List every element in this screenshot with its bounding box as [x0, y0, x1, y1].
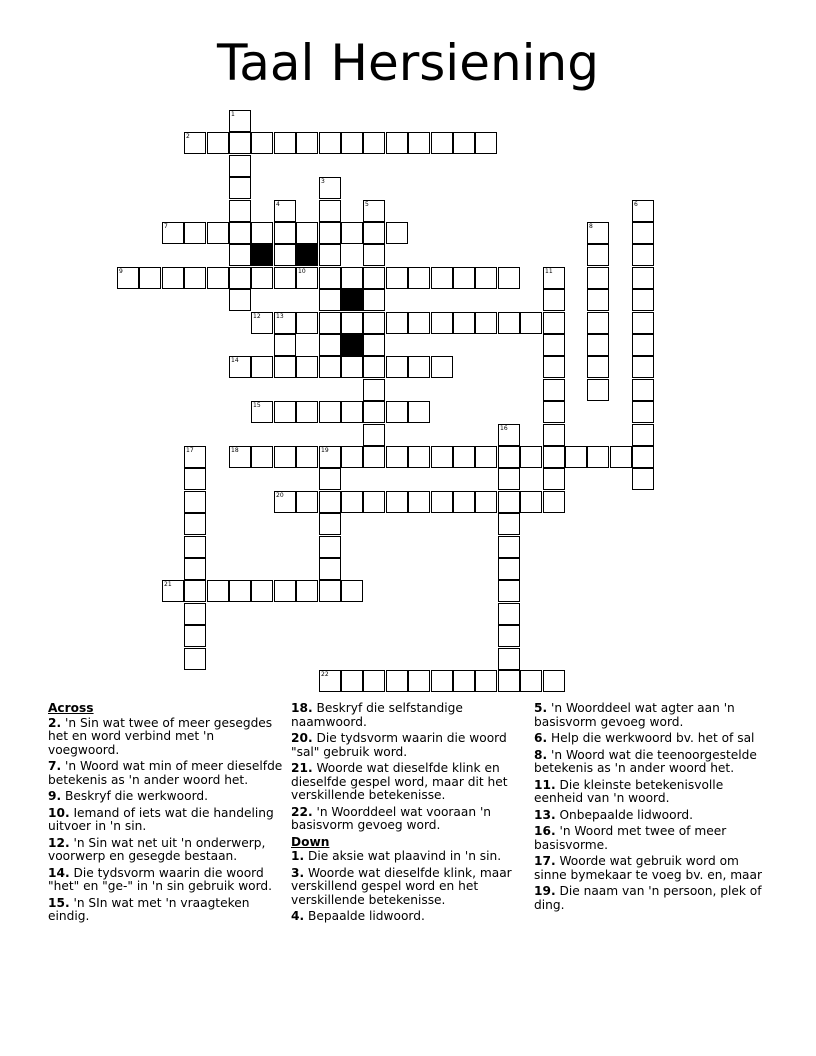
grid-cell[interactable] [408, 267, 430, 289]
grid-cell[interactable] [543, 267, 565, 289]
grid-cell[interactable] [341, 222, 363, 244]
grid-cell[interactable] [341, 580, 363, 602]
page-title: Taal Hersiening [217, 34, 599, 92]
clue-item [534, 779, 770, 806]
grid-cell[interactable] [207, 132, 229, 154]
clue-item-text: 'n Sin wat twee of meer gesegdes het en word verbind met 'n voegwoord. [48, 715, 273, 757]
grid-cell[interactable] [386, 312, 408, 334]
grid-cell[interactable] [431, 132, 453, 154]
grid-cell[interactable] [386, 132, 408, 154]
grid-cell[interactable] [207, 267, 229, 289]
grid-cell[interactable] [274, 132, 296, 154]
black-cell [341, 334, 363, 356]
grid-cell[interactable] [543, 446, 565, 468]
clue-item [534, 809, 770, 823]
grid-cell[interactable] [363, 289, 385, 311]
clue-item [48, 867, 284, 894]
clue-column-1 [48, 702, 284, 927]
grid-cell[interactable] [139, 267, 161, 289]
section-heading-down: Down [291, 834, 330, 849]
grid-cell[interactable] [229, 580, 251, 602]
grid-cell[interactable] [319, 289, 341, 311]
grid-cell[interactable] [251, 356, 273, 378]
clue-item-number: 9. [48, 789, 62, 803]
grid-cell[interactable] [431, 356, 453, 378]
grid-cell[interactable] [162, 267, 184, 289]
grid-cell[interactable] [408, 446, 430, 468]
grid-cell[interactable] [229, 177, 251, 199]
clue-number: 7 [164, 223, 168, 230]
clue-item-text: Die naam van 'n persoon, plek of ding. [534, 884, 762, 912]
grid-cell[interactable] [274, 491, 296, 513]
grid-cell[interactable] [453, 670, 475, 692]
black-cell [251, 244, 273, 266]
grid-cell[interactable] [543, 356, 565, 378]
clue-item-text: 'n SIn wat met 'n vraagteken eindig. [48, 895, 250, 923]
grid-cell[interactable] [408, 491, 430, 513]
grid-cell[interactable] [296, 267, 318, 289]
grid-cell[interactable] [498, 625, 520, 647]
grid-cell[interactable] [319, 267, 341, 289]
clue-item-number: 22. [291, 804, 313, 819]
grid-cell[interactable] [229, 267, 251, 289]
grid-cell[interactable] [184, 558, 206, 580]
section-heading-across: Across [48, 701, 94, 715]
grid-cell[interactable] [632, 267, 654, 289]
grid-cell[interactable] [363, 491, 385, 513]
clue-item [48, 807, 284, 834]
clue-item-text: Die tydsvorm waarin die woord "sal" gebruik word. [291, 731, 507, 759]
grid-cell[interactable] [363, 424, 385, 446]
grid-cell[interactable] [587, 244, 609, 266]
clue-number: 11 [545, 268, 553, 275]
clue-item-text: 'n Woord met twee of meer basisvorme. [534, 824, 727, 852]
grid-cell[interactable] [184, 468, 206, 490]
grid-cell[interactable] [184, 536, 206, 558]
clue-item [48, 837, 284, 864]
clue-item-number: 20. [291, 731, 313, 745]
grid-cell[interactable] [319, 580, 341, 602]
grid-cell[interactable] [363, 401, 385, 423]
clue-item [534, 825, 770, 852]
grid-cell[interactable] [498, 312, 520, 334]
grid-cell[interactable] [296, 446, 318, 468]
grid-cell[interactable] [319, 244, 341, 266]
grid-cell[interactable] [587, 379, 609, 401]
grid-cell[interactable] [386, 401, 408, 423]
clue-number: 5 [365, 201, 369, 208]
grid-cell[interactable] [341, 312, 363, 334]
grid-cell[interactable] [587, 334, 609, 356]
grid-cell[interactable] [386, 267, 408, 289]
grid-cell[interactable] [341, 401, 363, 423]
clue-item-text: Iemand of iets wat die handeling uitvoer in 'n sin. [48, 805, 274, 833]
grid-cell[interactable] [296, 222, 318, 244]
clue-item-number: 4. [291, 909, 305, 923]
clue-item [48, 897, 284, 924]
clue-item-text: Die kleinste betekenisvolle eenheid van 'n woord. [534, 777, 724, 805]
clue-item [48, 790, 284, 804]
clue-item-text: Bepaalde lidwoord. [304, 909, 425, 923]
clue-item-number: 1. [291, 849, 305, 863]
grid-cell[interactable] [319, 200, 341, 222]
clue-number: 17 [186, 447, 194, 454]
clue-item-number: 14. [48, 865, 70, 880]
grid-cell[interactable] [520, 446, 542, 468]
grid-cell[interactable] [498, 267, 520, 289]
clue-number: 2 [186, 133, 190, 140]
grid-cell[interactable] [184, 625, 206, 647]
grid-cell[interactable] [363, 670, 385, 692]
grid-cell[interactable] [632, 312, 654, 334]
grid-cell[interactable] [274, 312, 296, 334]
grid-cell[interactable] [296, 491, 318, 513]
grid-cell[interactable] [498, 648, 520, 670]
grid-cell[interactable] [632, 446, 654, 468]
grid-cell[interactable] [274, 580, 296, 602]
grid-cell[interactable] [543, 312, 565, 334]
grid-cell[interactable] [610, 446, 632, 468]
grid-cell[interactable] [475, 267, 497, 289]
clue-item [534, 732, 770, 746]
grid-cell[interactable] [251, 132, 273, 154]
grid-cell[interactable] [498, 468, 520, 490]
grid-cell[interactable] [363, 446, 385, 468]
grid-cell[interactable] [363, 132, 385, 154]
grid-cell[interactable] [543, 491, 565, 513]
grid-cell[interactable] [274, 244, 296, 266]
grid-cell[interactable] [587, 222, 609, 244]
grid-cell[interactable] [184, 491, 206, 513]
grid-cell[interactable] [632, 401, 654, 423]
clue-item-text: Help die werkwoord bv. het of sal [547, 731, 755, 745]
grid-cell[interactable] [632, 468, 654, 490]
grid-cell[interactable] [184, 267, 206, 289]
clue-item-number: 21. [291, 761, 313, 775]
clue-item-number: 11. [534, 777, 556, 792]
grid-cell[interactable] [632, 356, 654, 378]
clue-item-number: 3. [291, 865, 305, 880]
grid-cell[interactable] [386, 491, 408, 513]
grid-cell[interactable] [475, 132, 497, 154]
grid-cell[interactable] [453, 267, 475, 289]
grid-cell[interactable] [296, 312, 318, 334]
grid-cell[interactable] [296, 580, 318, 602]
grid-cell[interactable] [520, 491, 542, 513]
grid-cell[interactable] [363, 334, 385, 356]
grid-cell[interactable] [251, 222, 273, 244]
clue-item [534, 885, 770, 912]
grid-cell[interactable] [319, 356, 341, 378]
grid-cell[interactable] [431, 267, 453, 289]
clue-item [534, 749, 770, 776]
grid-cell[interactable] [431, 491, 453, 513]
grid-cell[interactable] [341, 491, 363, 513]
clue-item-number: 13. [534, 807, 556, 822]
grid-cell[interactable] [431, 670, 453, 692]
grid-cell[interactable] [207, 222, 229, 244]
grid-cell[interactable] [296, 356, 318, 378]
grid-cell[interactable] [274, 334, 296, 356]
grid-cell[interactable] [162, 222, 184, 244]
grid-cell[interactable] [319, 401, 341, 423]
clue-item [291, 732, 527, 759]
grid-cell[interactable] [319, 670, 341, 692]
clue-item [291, 702, 527, 729]
clue-number: 19 [321, 447, 329, 454]
clue-number: 1 [231, 111, 235, 118]
grid-cell[interactable] [565, 446, 587, 468]
grid-cell[interactable] [229, 244, 251, 266]
grid-cell[interactable] [363, 244, 385, 266]
grid-cell[interactable] [498, 580, 520, 602]
grid-cell[interactable] [408, 312, 430, 334]
clue-item-number: 10. [48, 805, 70, 820]
grid-cell[interactable] [274, 401, 296, 423]
grid-cell[interactable] [632, 334, 654, 356]
grid-cell[interactable] [251, 267, 273, 289]
grid-cell[interactable] [408, 670, 430, 692]
grid-cell[interactable] [251, 312, 273, 334]
grid-cell[interactable] [363, 222, 385, 244]
grid-cell[interactable] [587, 312, 609, 334]
grid-cell[interactable] [184, 446, 206, 468]
grid-cell[interactable] [498, 670, 520, 692]
clue-item-text: Woorde wat gebruik word om sinne bymekaar te voeg bv. en, maar [534, 854, 763, 882]
clue-number: 6 [634, 201, 638, 208]
grid-cell[interactable] [274, 446, 296, 468]
grid-cell[interactable] [319, 491, 341, 513]
grid-cell[interactable] [498, 558, 520, 580]
clue-item-text: Beskryf die selfstandige naamwoord. [291, 701, 463, 729]
grid-cell[interactable] [498, 446, 520, 468]
grid-cell[interactable] [587, 289, 609, 311]
clue-item-number: 19. [534, 884, 556, 898]
clue-item-text: 'n Sin wat net uit 'n onderwerp, voorwerp en gesegde bestaan. [48, 835, 266, 863]
grid-cell[interactable] [386, 670, 408, 692]
grid-cell[interactable] [498, 491, 520, 513]
grid-cell[interactable] [363, 200, 385, 222]
clue-number: 8 [589, 223, 593, 230]
grid-cell[interactable] [229, 356, 251, 378]
clue-number: 9 [119, 268, 123, 275]
grid-cell[interactable] [184, 222, 206, 244]
grid-cell[interactable] [632, 289, 654, 311]
clue-number: 13 [276, 313, 284, 320]
grid-cell[interactable] [453, 446, 475, 468]
grid-cell[interactable] [475, 670, 497, 692]
grid-cell[interactable] [319, 468, 341, 490]
grid-cell[interactable] [184, 603, 206, 625]
grid-cell[interactable] [319, 132, 341, 154]
grid-cell[interactable] [543, 289, 565, 311]
grid-cell[interactable] [632, 244, 654, 266]
clue-item-text: 'n Woorddeel wat agter aan 'n basisvorm gevoeg word. [534, 701, 735, 729]
grid-cell[interactable] [408, 356, 430, 378]
grid-cell[interactable] [475, 491, 497, 513]
clue-item [48, 717, 284, 758]
clue-number: 3 [321, 178, 325, 185]
clue-item-number: 2. [48, 715, 62, 730]
clue-number: 22 [321, 671, 329, 678]
grid-cell[interactable] [363, 356, 385, 378]
grid-cell[interactable] [319, 177, 341, 199]
clue-item-number: 5. [534, 701, 548, 715]
grid-cell[interactable] [543, 670, 565, 692]
grid-cell[interactable] [184, 580, 206, 602]
clue-item [291, 867, 527, 908]
clue-item [291, 910, 527, 924]
grid-cell[interactable] [229, 200, 251, 222]
grid-cell[interactable] [229, 155, 251, 177]
clue-item-number: 12. [48, 835, 70, 850]
grid-cell[interactable] [363, 267, 385, 289]
grid-cell[interactable] [229, 110, 251, 132]
grid-cell[interactable] [632, 424, 654, 446]
clue-number: 10 [298, 268, 306, 275]
clue-item-text: Woorde wat dieselfde klink en dieselfde gespel word, maar dit het verskillende betekenisse. [291, 761, 508, 802]
grid-cell[interactable] [498, 603, 520, 625]
grid-cell[interactable] [431, 446, 453, 468]
clue-item [291, 850, 527, 864]
clue-item-text: Woorde wat dieselfde klink, maar verskillend gespel word en het verskillende betekenisse. [291, 865, 512, 907]
grid-cell[interactable] [319, 312, 341, 334]
grid-cell[interactable] [363, 379, 385, 401]
grid-cell[interactable] [274, 200, 296, 222]
grid-cell[interactable] [543, 334, 565, 356]
grid-cell[interactable] [341, 356, 363, 378]
grid-cell[interactable] [117, 267, 139, 289]
clue-item-number: 7. [48, 759, 62, 773]
clue-item [48, 760, 284, 787]
grid-cell[interactable] [341, 446, 363, 468]
grid-cell[interactable] [341, 267, 363, 289]
grid-cell[interactable] [475, 312, 497, 334]
clue-item-text: 'n Woorddeel wat vooraan 'n basisvorm gevoeg word. [291, 804, 492, 832]
clue-number: 16 [500, 425, 508, 432]
clue-number: 15 [253, 402, 261, 409]
grid-cell[interactable] [251, 446, 273, 468]
black-cell [296, 244, 318, 266]
grid-cell[interactable] [229, 132, 251, 154]
clue-item-text: 'n Woord wat die teenoorgestelde betekenis as 'n ander woord het. [534, 747, 757, 775]
clue-item-number: 17. [534, 854, 556, 868]
grid-cell[interactable] [229, 446, 251, 468]
grid-cell[interactable] [543, 401, 565, 423]
grid-cell[interactable] [587, 446, 609, 468]
grid-cell[interactable] [386, 446, 408, 468]
grid-cell[interactable] [386, 222, 408, 244]
grid-cell[interactable] [498, 536, 520, 558]
clue-item-text: 'n Woord wat min of meer dieselfde betekenis as 'n ander woord het. [48, 759, 283, 787]
clue-item-text: Die tydsvorm waarin die woord "het" en "ge-" in 'n sin gebruik word. [48, 865, 273, 893]
grid-cell[interactable] [229, 222, 251, 244]
grid-cell[interactable] [587, 356, 609, 378]
clue-number: 20 [276, 492, 284, 499]
clue-item-number: 6. [534, 731, 548, 745]
clue-number: 18 [231, 447, 239, 454]
grid-cell[interactable] [587, 267, 609, 289]
clue-item-text: Beskryf die werkwoord. [61, 789, 208, 803]
grid-cell[interactable] [453, 491, 475, 513]
grid-cell[interactable] [319, 222, 341, 244]
clue-item-text: Die aksie wat plaavind in 'n sin. [304, 849, 502, 863]
grid-cell[interactable] [632, 222, 654, 244]
grid-cell[interactable] [520, 670, 542, 692]
grid-cell[interactable] [453, 312, 475, 334]
clue-item-number: 16. [534, 824, 556, 838]
grid-cell[interactable] [543, 424, 565, 446]
clue-item-number: 15. [48, 895, 70, 910]
grid-cell[interactable] [296, 401, 318, 423]
grid-cell[interactable] [520, 312, 542, 334]
clue-number: 12 [253, 313, 261, 320]
grid-cell[interactable] [319, 446, 341, 468]
grid-cell[interactable] [319, 334, 341, 356]
clue-item-number: 18. [291, 701, 313, 715]
grid-cell[interactable] [184, 648, 206, 670]
grid-cell[interactable] [431, 312, 453, 334]
grid-cell[interactable] [296, 132, 318, 154]
grid-cell[interactable] [341, 132, 363, 154]
grid-cell[interactable] [632, 200, 654, 222]
grid-cell[interactable] [543, 379, 565, 401]
grid-cell[interactable] [184, 513, 206, 535]
grid-cell[interactable] [251, 580, 273, 602]
clue-number: 14 [231, 357, 239, 364]
clue-number: 4 [276, 201, 280, 208]
grid-cell[interactable] [386, 356, 408, 378]
clue-item [534, 855, 770, 882]
grid-cell[interactable] [184, 132, 206, 154]
grid-cell[interactable] [319, 558, 341, 580]
grid-cell[interactable] [319, 536, 341, 558]
grid-cell[interactable] [363, 312, 385, 334]
grid-cell[interactable] [162, 580, 184, 602]
grid-cell[interactable] [543, 468, 565, 490]
clue-item [534, 702, 770, 729]
clue-item [291, 762, 527, 803]
grid-cell[interactable] [341, 670, 363, 692]
grid-cell[interactable] [408, 401, 430, 423]
clue-item-text: Onbepaalde lidwoord. [555, 807, 693, 822]
clue-column-3 [534, 702, 770, 915]
grid-cell[interactable] [632, 379, 654, 401]
grid-cell[interactable] [319, 513, 341, 535]
clue-column-2 [291, 702, 527, 927]
grid-cell[interactable] [453, 132, 475, 154]
clue-item-number: 8. [534, 747, 548, 762]
grid-cell[interactable] [229, 289, 251, 311]
grid-cell[interactable] [274, 222, 296, 244]
grid-cell[interactable] [251, 401, 273, 423]
grid-cell[interactable] [408, 132, 430, 154]
clue-number: 21 [164, 581, 172, 588]
black-cell [341, 289, 363, 311]
grid-cell[interactable] [274, 267, 296, 289]
grid-cell[interactable] [498, 424, 520, 446]
grid-cell[interactable] [207, 580, 229, 602]
grid-cell[interactable] [475, 446, 497, 468]
grid-cell[interactable] [498, 513, 520, 535]
grid-cell[interactable] [274, 356, 296, 378]
clue-item [291, 806, 527, 833]
